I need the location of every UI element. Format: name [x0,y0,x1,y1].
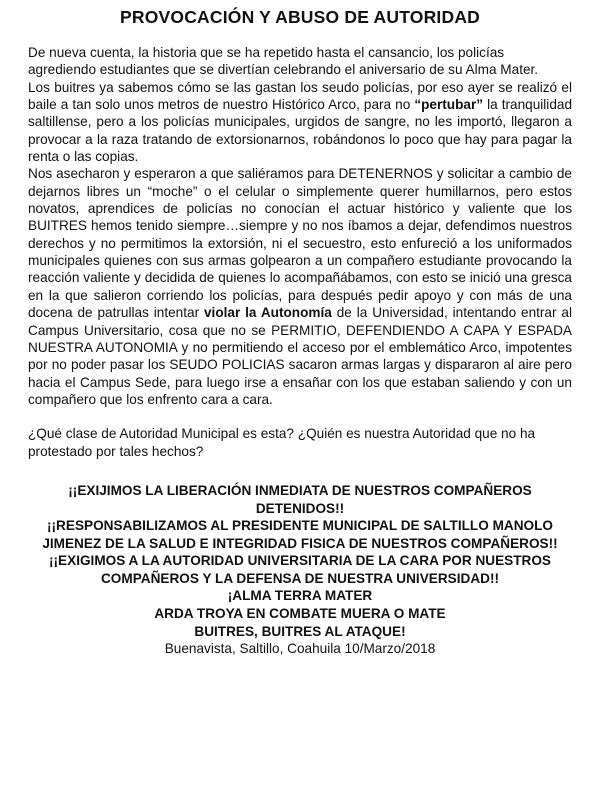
slogan-arda-troya: ARDA TROYA EN COMBATE MUERA O MATE [154,606,446,622]
paragraph-gap [28,408,572,425]
paragraph-buitres-part-1: Los buitres ya sabemos cómo se las gastan los seudo policías, por eso ayer se realizó el baile a tan solo unos metros de nuestro Histórico Arco, para no [28,79,572,113]
document-body [28,44,572,460]
emphasis-autonomia: violar la Autonomía [203,305,332,321]
demand-liberacion: ¡¡EXIJIMOS LA LIBERACIÓN INMEDIATA DE NUESTROS COMPAÑEROS DETENIDOS!! [68,482,532,516]
slogan-buitres-al-ataque: BUITRES, BUITRES AL ATAQUE! [194,623,406,639]
document-title: PROVOCACIÓN Y ABUSO DE AUTORIDAD [119,7,480,27]
demand-autoridad-universitaria: ¡¡EXIGIMOS A LA AUTORIDAD UNIVERSITARIA DE LA CARA POR NUESTROS COMPAÑEROS Y LA DEFENSA DE NUESTRA UNIVERSIDAD!! [49,553,551,586]
paragraph-events-part-1: Nos asecharon y esperaron a que saliéramos para DETENERNOS y solicitar a cambio de dejarnos libres un “moche” o el celular o simplemente querer humillarnos, pero estos novatos, aprendices de policías no conocían el actuar histórico y valiente que los BUITRES hemos tenido siempre…siempre y no nos íbamos a dejar, defendimos nuestros derechos y no permitimos la extorsión, ni el secuestro, esto enfureció a los uniformados municipales quienes con sus armas golpearon a un compañero estudiante provocando la reacción valiente y decidida de quienes lo acompañábamos, con esto se inició una gresca en la que salieron corriendo los policías, para después pedir apoyo y con más de una docena de patrullas intentar [28,166,572,321]
paragraph-buitres [28,79,572,166]
signature-place-date: Buenavista, Saltillo, Coahuila 10/Marzo/2018 [164,641,436,657]
demand-responsabilizamos: ¡¡RESPONSABILIZAMOS AL PRESIDENTE MUNICIPAL DE SALTILLO MANOLO JIMENEZ DE LA SALUD E INTEGRIDAD FISICA DE NUESTROS COMPAÑEROS!! [42,518,558,551]
paragraph-intro: De nueva cuenta, la historia que se ha repetido hasta el cansancio, los policías agrediendo estudiantes que se divertían celebrando el aniversario de su Alma Mater. [28,45,539,78]
emphasis-pertubar: “pertubar” [414,97,484,113]
paragraph-events-part-2: de la Universidad, intentando entrar al Campus Universitario, cosa que no se PERMITIO, DEFENDIENDO A CAPA Y ESPADA NUESTRA AUTONOMIA y no permitiendo el acceso por el emblemático Arco, impotentes por no poder pasar los SEUDO POLICIAS sacaron armas largas y dispararon al aire pero hacia el Campus Sede, para luego irse a ensañar con los que estaban saliendo y con un compañero que los enfrento cara a cara. [28,305,572,407]
slogan-alma-terra-mater: ¡ALMA TERRA MATER [227,588,373,604]
paragraph-events [28,165,572,408]
paragraph-buitres-part-2: la tranquilidad saltillense, pero a los policías municipales, urgidos de sangre, no les importó, llegaron a provocar a la raza tratando de extorsionarnos, robándonos lo poco que hay para pagar la renta o las copias. [28,97,572,165]
demands-block [28,482,572,640]
paragraph-question: ¿Qué clase de Autoridad Municipal es esta? ¿Quién es nuestra Autoridad que no ha protestado por tales hechos? [28,426,536,459]
